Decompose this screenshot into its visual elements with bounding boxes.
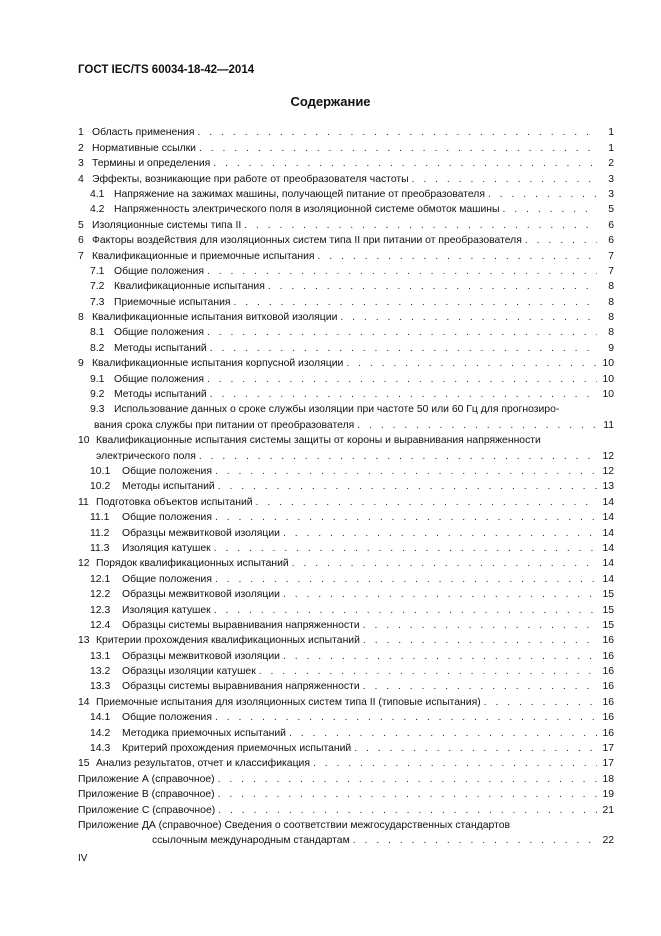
toc-entry[interactable] [78,740,614,755]
leader-dots [199,450,597,463]
toc-entry[interactable] [78,632,614,647]
toc-entry[interactable] [78,139,614,154]
toc-entry-page: 13 [602,481,614,493]
leader-dots [340,311,597,324]
toc-entry-title: Эффекты, возникающие при работе от преобразователя частоты [92,173,409,185]
toc-entry-number: 12.4 [90,619,111,631]
leader-dots [214,604,597,617]
leader-dots [363,634,597,647]
toc-entry-page: 17 [602,743,614,755]
toc-entry-number: 13.3 [90,681,111,693]
toc-entry-title: Квалификационные испытания [114,281,265,293]
toc-entry-number: 12 [78,558,90,570]
toc-entry-title: Общие положения [122,712,212,724]
leader-dots [256,496,597,509]
toc-entry-page: 6 [608,219,614,231]
toc-entry[interactable] [78,724,614,739]
toc-entry-page: 11 [603,419,614,431]
toc-entry[interactable] [78,524,614,539]
toc-entry[interactable] [78,709,614,724]
toc-entry-page: 14 [602,512,614,524]
toc-entry-page: 3 [608,188,614,200]
toc-entry-title: Напряженность электрического поля в изоляционной системе обмоток машины [114,204,500,216]
toc-entry-number: 6 [78,235,84,247]
toc-entry-title: Образцы межвитковой изоляции [122,589,280,601]
leader-dots [488,188,597,201]
toc-entry-number: 11 [78,496,89,508]
toc-entry-number: 5 [78,219,84,231]
leader-dots [234,296,598,309]
toc-entry-page: 8 [608,312,614,324]
leader-dots [283,527,597,540]
leader-dots [218,480,597,493]
toc-entry-page: 16 [602,650,614,662]
toc-entry-page: 12 [602,450,614,462]
toc-entry-page: 6 [608,235,614,247]
toc-entry[interactable] [78,155,614,170]
toc-entry-number: 12.1 [90,573,111,585]
toc-entry-page: 14 [602,558,614,570]
toc-entry-number: 13 [78,635,90,647]
toc-entry-number: 7.3 [90,296,105,308]
toc-entry-title: Общие положения [114,265,204,277]
toc-entry[interactable] [78,432,614,463]
leader-dots [214,542,597,555]
toc-entry-number: 12.2 [90,589,111,601]
toc-entry-number: 4 [78,173,84,185]
toc-entry-title: Критерий прохождения приемочных испытаний [122,743,352,755]
toc-entry-title: Квалификационные и приемочные испытания [92,250,315,262]
toc-entry-number: 4.2 [90,204,105,216]
toc-entry[interactable] [78,617,614,632]
leader-dots [354,742,597,755]
toc-entry-title: Приемочные испытания [114,296,231,308]
toc-entry-page: 12 [602,465,614,477]
toc-entry-page: 16 [602,712,614,724]
toc-entry[interactable] [78,370,614,385]
leader-dots [218,773,597,786]
toc-entry-page: 21 [602,804,614,816]
toc-entry[interactable] [78,755,614,770]
toc-entry-title-continued: электрического поля [96,450,196,462]
toc-entry[interactable] [78,570,614,585]
toc-entry-number: 14.3 [90,743,111,755]
toc-entry-page: 1 [608,127,614,139]
toc-entry-title: Общие положения [114,373,204,385]
toc-entry[interactable] [78,201,614,216]
toc-entry[interactable] [78,463,614,478]
toc-entry[interactable] [78,186,614,201]
toc-entry-page: 14 [602,527,614,539]
toc-entry-page: 15 [602,604,614,616]
toc-entry-page: 1 [608,142,614,154]
toc-entry-title: Факторы воздействия для изоляционных систем типа II при питании от преобразователя [92,235,522,247]
leader-dots [215,573,597,586]
toc-entry-number: 7.1 [90,265,105,277]
toc-entry[interactable] [78,309,614,324]
leader-dots [353,834,597,847]
toc-entry-title: Критерии прохождения квалификационных испытаний [96,635,360,647]
toc-entry-title: Изоляция катушек [122,604,211,616]
toc-entry[interactable] [78,324,614,339]
toc-entry-number: 10.2 [90,481,111,493]
toc-entry-number: 11.2 [90,527,110,539]
leader-dots [346,357,597,370]
toc-entry-page: 3 [608,173,614,185]
toc-entry-title: Изоляция катушек [122,542,211,554]
toc-entry-page: 15 [602,589,614,601]
toc-entry-page: 17 [602,758,614,770]
toc-entry[interactable] [78,601,614,616]
toc-entry-number: 13.2 [90,666,111,678]
toc-entry-page: 19 [602,789,614,801]
leader-dots [215,511,597,524]
leader-dots [484,696,597,709]
toc-entry-number: 10.1 [90,465,111,477]
toc-entry-page: 5 [608,204,614,216]
leader-dots [207,265,597,278]
toc-entry-number: 8.1 [90,327,105,339]
page-number: IV [78,853,88,864]
page-title: Содержание [290,94,371,109]
leader-dots [292,557,597,570]
toc-entry[interactable] [78,293,614,308]
toc-entry-title: Методы испытаний [114,389,207,401]
toc-entry-page: 9 [608,342,614,354]
toc-entry-title: Область применения [92,127,195,139]
toc-entry-number: 8.2 [90,342,105,354]
leader-dots [218,804,597,817]
leader-dots [363,680,597,693]
toc-entry-number: 3 [78,158,84,170]
leader-dots [503,203,598,216]
toc-entry-page: 16 [602,666,614,678]
toc-entry-title: Приемочные испытания для изоляционных систем типа II (типовые испытания) [96,696,481,708]
toc-entry-page: 18 [602,773,614,785]
toc-entry-title-continued: ссылочным международным стандартам [152,835,350,847]
leader-dots [244,219,597,232]
leader-dots [283,588,597,601]
toc-entry[interactable] [78,663,614,678]
toc-entry-number: 9.3 [90,404,105,416]
toc-entry-number: 14.1 [90,712,111,724]
toc-entry[interactable] [78,386,614,401]
toc-entry-title: Методы испытаний [114,342,207,354]
toc-entry[interactable] [78,678,614,693]
toc-entry-title: Изоляционные системы типа II [92,219,242,231]
toc-entry-number: 7.2 [90,281,105,293]
leader-dots [357,419,597,432]
leader-dots [318,250,598,263]
toc-entry-title: Приложение С (справочное) [78,804,216,816]
toc-entry-number: 15 [78,758,90,770]
toc-entry-page: 8 [608,327,614,339]
leader-dots [210,388,597,401]
toc-entry-number: 1 [78,127,84,139]
toc-entry-title: Общие положения [114,327,204,339]
toc-entry[interactable] [78,801,614,816]
toc-entry[interactable] [78,540,614,555]
leader-dots [215,465,597,478]
toc-entry-title: Квалификационные испытания корпусной изоляции [92,358,344,370]
toc-entry[interactable] [78,124,614,139]
toc-entry-title: Напряжение на зажимах машины, получающей питание от преобразователя [114,188,485,200]
toc-entry-title-continued: вания срока службы при питании от преобразователя [94,419,355,431]
toc-entry-title: Подготовка объектов испытаний [96,496,253,508]
leader-dots [218,788,597,801]
toc-entry-number: 14 [78,696,90,708]
toc-entry[interactable] [78,693,614,708]
toc-entry-page: 8 [608,281,614,293]
leader-dots [210,342,597,355]
toc-entry[interactable] [78,401,614,432]
leader-dots [215,711,597,724]
leader-dots [268,280,597,293]
leader-dots [207,326,597,339]
leader-dots [213,157,597,170]
leader-dots [283,650,597,663]
toc-entry-title: Приложение А (справочное) [78,773,215,785]
toc-entry-page: 14 [602,496,614,508]
toc-entry-number: 4.1 [90,188,105,200]
toc-entry-number: 9 [78,358,84,370]
toc-entry-title: Образцы межвитковой изоляции [122,527,280,539]
toc-entry[interactable] [78,555,614,570]
toc-entry-page: 16 [602,681,614,693]
toc-entry-number: 11.3 [90,542,110,554]
toc-entry-title: Нормативные ссылки [92,142,196,154]
toc-entry[interactable] [78,586,614,601]
toc-entry-number: 8 [78,312,84,324]
toc-entry[interactable] [78,786,614,801]
toc-entry-title: Общие положения [122,465,212,477]
toc-entry[interactable] [78,170,614,185]
toc-entry-title: Использование данных о сроке службы изоляции при частоте 50 или 60 Гц для прогнозиро- [114,404,560,416]
toc-entry-title: Методика приемочных испытаний [122,727,286,739]
toc-entry[interactable] [78,509,614,524]
leader-dots [525,234,597,247]
toc-entry[interactable] [78,247,614,262]
leader-dots [197,126,597,139]
toc-entry-number: 9.2 [90,389,105,401]
toc-entry-title: Приложение В (справочное) [78,789,215,801]
toc-entry-page: 10 [602,358,614,370]
toc-entry-page: 14 [602,573,614,585]
leader-dots [259,665,597,678]
toc-entry-number: 2 [78,142,84,154]
toc-entry-page: 7 [608,265,614,277]
document-header: ГОСТ IEC/TS 60034-18-42—2014 [78,64,255,76]
leader-dots [207,373,597,386]
toc-entry-number: 9.1 [90,373,105,385]
toc-entry-title: Образцы системы выравнивания напряженности [122,681,360,693]
toc-entry-number: 11.1 [90,512,110,524]
toc-entry-title: Квалификационные испытания витковой изоляции [92,312,338,324]
toc-entry[interactable] [78,339,614,354]
toc-entry[interactable] [78,278,614,293]
toc-entry[interactable] [78,263,614,278]
toc-entry[interactable] [78,817,614,848]
toc-entry-title: Образцы межвитковой изоляции [122,650,280,662]
toc-entry-title: Термины и определения [92,158,211,170]
toc-entry[interactable] [78,232,614,247]
toc-entry[interactable] [78,493,614,508]
toc-entry-page: 7 [608,250,614,262]
toc-entry-title: Общие положения [122,512,212,524]
toc-entry[interactable] [78,216,614,231]
toc-entry-number: 14.2 [90,727,111,739]
toc-entry-title: Анализ результатов, отчет и классификация [96,758,310,770]
toc-entry-title: Приложение ДА (справочное) Сведения о соответствии межгосударственных стандартов [78,819,511,831]
toc-entry-page: 10 [602,389,614,401]
toc-entry-page: 22 [602,835,614,847]
toc-entry-number: 13.1 [90,650,111,662]
toc-entry-number: 10 [78,435,90,447]
leader-dots [412,173,597,186]
toc-entry-page: 15 [602,619,614,631]
toc-entry[interactable] [78,478,614,493]
leader-dots [289,727,597,740]
toc-entry-title: Образцы системы выравнивания напряженности [122,619,360,631]
toc-entry-title: Методы испытаний [122,481,215,493]
toc-entry-title: Общие положения [122,573,212,585]
toc-entry-page: 14 [602,542,614,554]
leader-dots [363,619,597,632]
toc-entry-page: 8 [608,296,614,308]
table-of-contents [78,124,614,847]
toc-entry-title: Образцы изоляции катушек [122,666,256,678]
leader-dots [199,142,597,155]
toc-entry[interactable] [78,770,614,785]
toc-entry-number: 7 [78,250,84,262]
toc-entry-page: 10 [602,373,614,385]
leader-dots [313,757,597,770]
toc-entry[interactable] [78,647,614,662]
toc-entry-page: 16 [602,727,614,739]
toc-entry-page: 16 [602,635,614,647]
toc-entry-page: 2 [608,158,614,170]
toc-entry[interactable] [78,355,614,370]
toc-entry-title: Квалификационные испытания системы защиты от короны и выравнивания напряженности [96,435,541,447]
toc-entry-page: 16 [602,696,614,708]
toc-entry-title: Порядок квалификационных испытаний [96,558,289,570]
toc-entry-number: 12.3 [90,604,111,616]
